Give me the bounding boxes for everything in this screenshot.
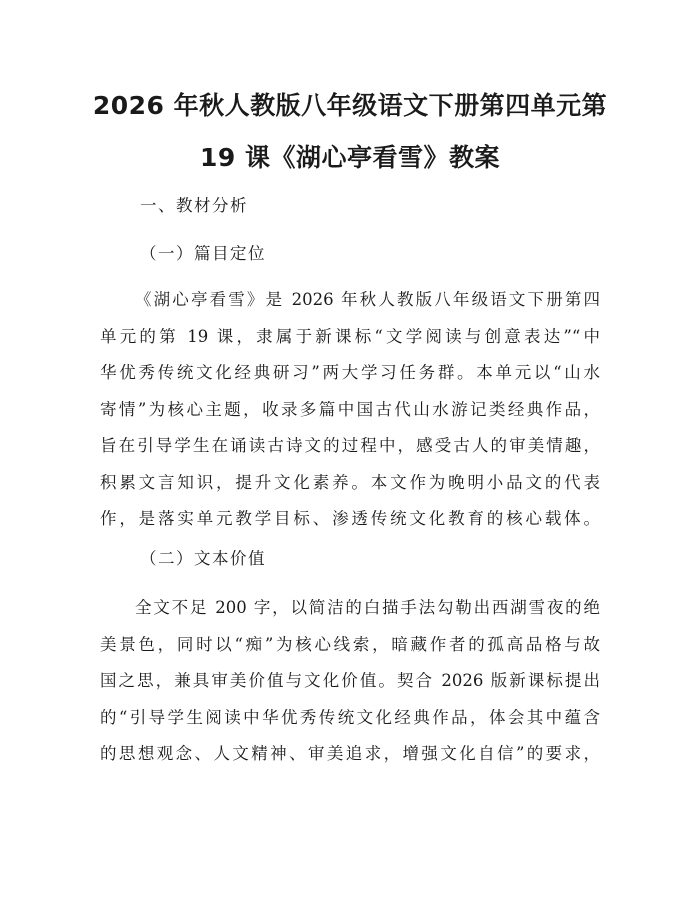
subsection-heading-text-value: （二）文本价值 (140, 549, 266, 568)
paragraph-text-value (100, 590, 600, 773)
paragraph-line: 旨在引导学生在诵读古诗文的过程中，感受古人的审美情趣， (100, 436, 600, 455)
paragraph-positioning (100, 282, 600, 538)
document-title-line-2: 19 课《湖心亭看雪》教案 (200, 143, 500, 172)
paragraph-line: 寄情”为核心主题，收录多篇中国古代山水游记类经典作品， (100, 399, 600, 419)
paragraph-line: 作，是落实单元教学目标、渗透传统文化教育的核心载体。 (100, 509, 600, 528)
paragraph-line: 《湖心亭看雪》是 2026 年秋人教版八年级语文下册第四 (135, 290, 600, 309)
paragraph-line: 华优秀传统文化经典研习”两大学习任务群。本单元以“山水 (100, 363, 600, 382)
document-title-line-1: 2026 年秋人教版八年级语文下册第四单元第 (92, 91, 608, 120)
paragraph-line: 的思想观念、人文精神、审美追求，增强文化自信”的要求， (100, 744, 600, 763)
paragraph-line: 单元的第 19 课，隶属于新课标“文学阅读与创意表达”“中 (100, 326, 600, 346)
section-heading-textbook-analysis: 一、教材分析 (140, 196, 248, 215)
paragraph-line: 美景色，同时以“痴”为核心线索，暗藏作者的孤高品格与故 (100, 634, 600, 654)
paragraph-line: 的“引导学生阅读中华优秀传统文化经典作品，体会其中蕴含 (100, 707, 600, 727)
paragraph-line: 国之思，兼具审美价值与文化价值。契合 2026 版新课标提出 (100, 671, 600, 690)
paragraph-line: 全文不足 200 字，以简洁的白描手法勾勒出西湖雪夜的绝 (135, 598, 600, 617)
paragraph-line: 积累文言知识，提升文化素养。本文作为晚明小品文的代表 (100, 472, 600, 492)
subsection-heading-positioning: （一）篇目定位 (140, 244, 266, 263)
